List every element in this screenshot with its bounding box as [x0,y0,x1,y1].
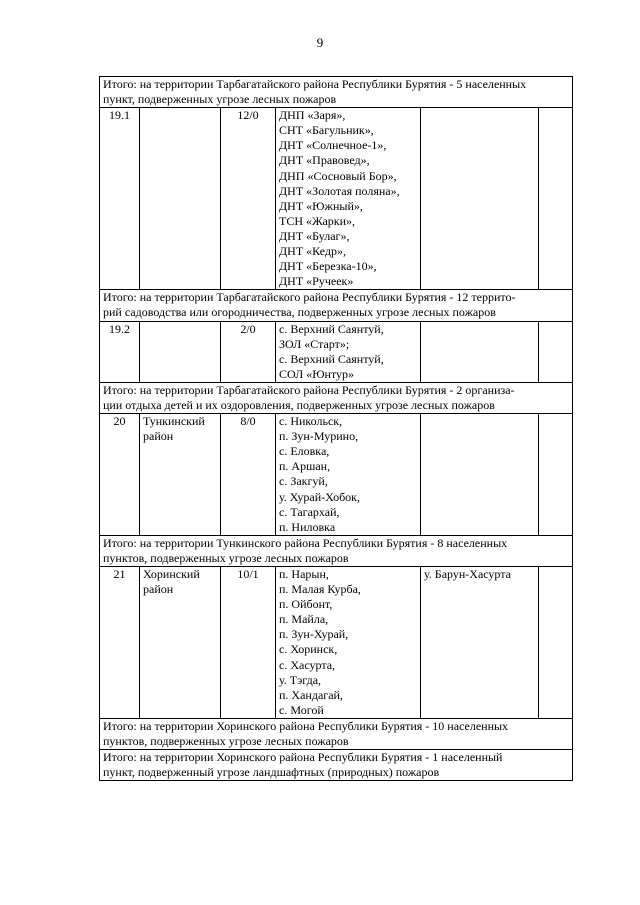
text-line: с. Никольск, [279,414,343,429]
text-line: п. Майла, [279,612,329,627]
text-line: ДНП «Заря», [279,108,346,123]
summary-text [100,77,573,108]
settlements-cell [276,108,421,290]
landscape-fire-cell [421,414,539,536]
count-cell: 10/1 [221,567,276,719]
text-line: ДНТ «Ручеек» [279,274,354,289]
text-line: Хоринский [143,567,200,581]
text-line: п. Зун-Мурино, [279,429,359,444]
text-line: с. Закгуй, [279,474,328,489]
text-line: п. Малая Курба, [279,582,361,597]
count-cell: 8/0 [221,414,276,536]
text-line: СОЛ «Юнтур» [279,366,355,381]
district-cell [140,414,221,536]
text-line: с. Могой [279,702,324,717]
count-cell: 12/0 [221,108,276,290]
summary-row [100,535,573,566]
text-line: п. Зун-Хурай, [279,627,349,642]
text-line: Тункинский [143,414,205,429]
text-line: Итого: на территории Тарбагатайского района Республики Бурятия - 5 населенных [103,77,527,91]
district-cell [140,567,221,719]
text-line: Итого: на территории Тарбагатайского района Республики Бурятия - 12 террито- [103,290,516,305]
text-line: район [143,429,174,444]
text-line: пункт, подверженных угрозе лесных пожаров [103,92,337,107]
summary-row [100,290,573,321]
summary-text [100,290,573,321]
text-line: пунктов, подверженных угрозе лесных пожаров [103,734,349,749]
empty-cell [539,108,573,290]
text-line: пунктов, подверженных угрозе лесных пожаров [103,550,349,565]
text-line: ции отдыха детей и их оздоровления, подверженных угрозе лесных пожаров [103,397,495,412]
text-line: п. Нарын, [279,567,329,581]
text-line: п. Хандагай, [279,687,343,702]
district-cell [140,108,221,290]
landscape-fire-cell [421,108,539,290]
summary-row [100,382,573,413]
empty-cell [539,567,573,719]
row-number-cell: 19.2 [100,321,140,382]
summary-text [100,535,573,566]
empty-cell [539,414,573,536]
table-row [100,321,573,382]
summary-text [100,718,573,749]
district-cell [140,321,221,382]
text-line: рий садоводства или огородничества, подверженных угрозе лесных пожаров [103,305,496,320]
text-line: п. Аршан, [279,459,331,474]
text-line: с. Верхний Саянтуй, [279,321,384,336]
text-line: у. Хурай-Хобок, [279,489,360,504]
row-number-cell: 19.1 [100,108,140,290]
text-line: ДНТ «Кедр», [279,244,347,259]
text-line: п. Ниловка [279,519,336,534]
text-line: ЗОЛ «Старт»; [279,336,350,351]
text-line: с. Хоринск, [279,642,338,657]
text-line: ДНТ «Березка-10», [279,259,377,274]
summary-text [100,382,573,413]
text-line: с. Еловка, [279,444,330,459]
summary-row [100,718,573,749]
landscape-fire-cell [421,567,539,719]
text-line: Итого: на территории Тарбагатайского района Республики Бурятия - 2 организа- [103,382,515,397]
table-row [100,567,573,719]
text-line: п. Ойбонт, [279,597,333,612]
fire-threat-table [99,76,573,781]
text-line: ДНП «Сосновый Бор», [279,168,397,183]
text-line: пункт, подверженный угрозе ландшафтных (природных) пожаров [103,765,440,780]
text-line: ДНТ «Солнечное-1», [279,138,387,153]
settlements-cell [276,567,421,719]
row-number-cell: 21 [100,567,140,719]
summary-row [100,77,573,108]
text-line: ДНТ «Золотая поляна», [279,183,400,198]
text-line: СНТ «Багульник», [279,123,374,138]
text-line: Итого: на территории Тункинского района Республики Бурятия - 8 населенных [103,535,508,550]
text-line: ДНТ «Булаг», [279,228,350,243]
text-line: ТСН «Жарки», [279,213,356,228]
text-line: район [143,582,174,597]
text-line: ДНТ «Правовед», [279,153,370,168]
table-row [100,108,573,290]
text-line: с. Верхний Саянтуй, [279,351,384,366]
page-number: 9 [316,35,324,50]
text-line: у. Тэгда, [279,672,322,687]
summary-row [100,750,573,781]
landscape-fire-cell [421,321,539,382]
text-line: у. Барун-Хасурта [424,567,511,581]
settlements-cell [276,414,421,536]
row-number-cell: 20 [100,414,140,536]
count-cell: 2/0 [221,321,276,382]
text-line: с. Хасурта, [279,657,336,672]
table-row [100,414,573,536]
summary-text [100,750,573,781]
text-line: Итого: на территории Хоринского района Республики Бурятия - 10 населенных [103,718,509,733]
settlements-cell [276,321,421,382]
text-line: Итого: на территории Хоринского района Республики Бурятия - 1 населенный [103,750,503,765]
text-line: с. Тагархай, [279,504,340,519]
text-line: ДНТ «Южный», [279,198,363,213]
empty-cell [539,321,573,382]
